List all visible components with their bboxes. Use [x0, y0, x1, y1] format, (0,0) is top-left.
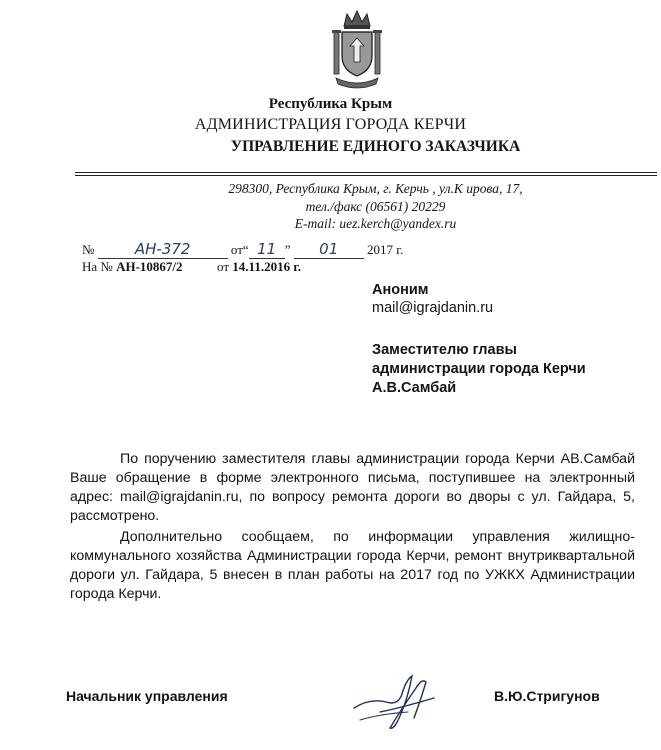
reference-number-line: [82, 259, 301, 275]
administration-heading: АДМИНИСТРАЦИЯ ГОРОДА КЕРЧИ: [194, 116, 467, 133]
outgoing-number-line: [82, 240, 403, 259]
reference-from-label: от: [217, 259, 230, 274]
coat-of-arms-icon: [330, 6, 384, 90]
address-line-2: тел./факс (06561) 20229: [305, 199, 446, 214]
republic-heading: Республика Крым: [268, 96, 393, 112]
number-label: №: [82, 242, 95, 257]
outgoing-month: 01: [294, 240, 364, 259]
reference-date: 14.11.2016 г.: [232, 259, 302, 274]
handwritten-signature-icon: [350, 668, 440, 736]
addressee-name: Аноним: [372, 282, 429, 298]
reference-label: На №: [82, 259, 113, 274]
department-heading: УПРАВЛЕНИЕ ЕДИНОГО ЗАКАЗЧИКА: [230, 138, 521, 155]
header-divider-thick: [75, 172, 657, 173]
quote-close: ”: [284, 242, 291, 257]
letter-body: [70, 450, 635, 606]
outgoing-year: 2017 г.: [366, 242, 404, 257]
addressee-email: mail@igrajdanin.ru: [372, 300, 494, 316]
from-label: от“: [230, 242, 249, 257]
address-line-3: E-mail: uez.kerch@yandex.ru: [294, 216, 457, 231]
reference-number: АН-10867/2: [116, 259, 183, 274]
outgoing-day: 11: [249, 240, 285, 259]
copy-to-line-1: Заместителю главы: [372, 342, 517, 358]
body-paragraph-2: Дополнительно сообщаем, по информации управления жилищно-коммунального хозяйства Администрации города Керчи, ремонт внутриквартальной дороги ул. Гайдара, 5 внесен в план работы на 2017 год по УЖКХ Администрации города Керчи.: [70, 529, 635, 602]
outgoing-number: АН-372: [98, 240, 228, 259]
header-divider-thin: [75, 175, 657, 176]
body-paragraph-1: По поручению заместителя главы администрации города Керчи АВ.Самбай Ваше обращение в форме электронного письма, поступившее на электронный адрес: mail@igrajdanin.ru, по вопросу ремонта дороги во дворы с ул. Гайдара, 5, рассмотрено.: [70, 451, 635, 524]
copy-to-line-2: администрации города Керчи: [372, 361, 586, 377]
signatory-position: Начальник управления: [66, 688, 228, 704]
copy-to-line-3: А.В.Самбай: [372, 380, 457, 396]
address-line-1: 298300, Республика Крым, г. Керчь , ул.К ирова, 17,: [228, 181, 523, 196]
signatory-name: В.Ю.Стригунов: [494, 688, 600, 704]
